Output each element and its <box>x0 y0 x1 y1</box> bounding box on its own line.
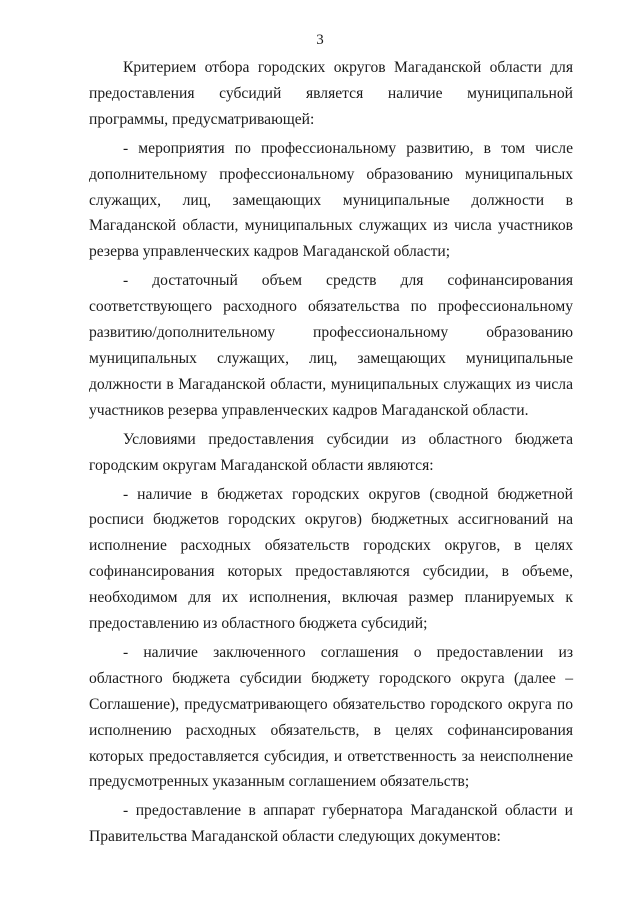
paragraph-selection-criterion: Критерием отбора городских округов Магаданской области для предоставления субсидий является наличие муниципальной программы, предусматривающей: <box>89 59 573 128</box>
paragraph-budget-allocations: - наличие в бюджетах городских округов (сводной бюджетной росписи бюджетов городских округов) бюджетных ассигнований на исполнение расходных обязательств городских округов, в целях софинансирования которых предоставляются субсидии, в объеме, необходимом для их исполнения, включая размер планируемых к предоставлению из областного бюджета субсидий; <box>89 485 573 633</box>
paragraph-cofinancing-volume: - достаточный объем средств для софинансирования соответствующего расходного обязательства по профессиональному развитию/дополнительному профессиональному образованию муниципальных служащих, лиц, замещающих муниципальные должности в Магаданской области, муниципальных служащих из числа участников резерва управленческих кадров Магаданской области. <box>89 272 573 419</box>
paragraph-agreement: - наличие заключенного соглашения о предоставлении из областного бюджета субсидии бюджету городского округа (далее – Соглашение), предусматривающего обязательство городского округа по исполнению расходных обязательств, в целях софинансирования которых предоставляется субсидия, и ответственность за неисполнение предусмотренных указанным соглашением обязательств; <box>89 643 573 791</box>
paragraph-documents-submission: - предоставление в аппарат губернатора Магаданской области и Правительства Магаданской области следующих документов: <box>89 802 573 846</box>
page-number: 3 <box>316 32 324 48</box>
paragraph-professional-development-measures: - мероприятия по профессиональному развитию, в том числе дополнительному профессиональному образованию муниципальных служащих, лиц, замещающих муниципальные должности в Магаданской области, муниципальных служащих из числа участников резерва управленческих кадров Магаданской области; <box>89 139 573 261</box>
document-body <box>89 55 573 853</box>
paragraph-subsidy-conditions: Условиями предоставления субсидии из областного бюджета городским округам Магаданской области являются: <box>89 430 573 474</box>
